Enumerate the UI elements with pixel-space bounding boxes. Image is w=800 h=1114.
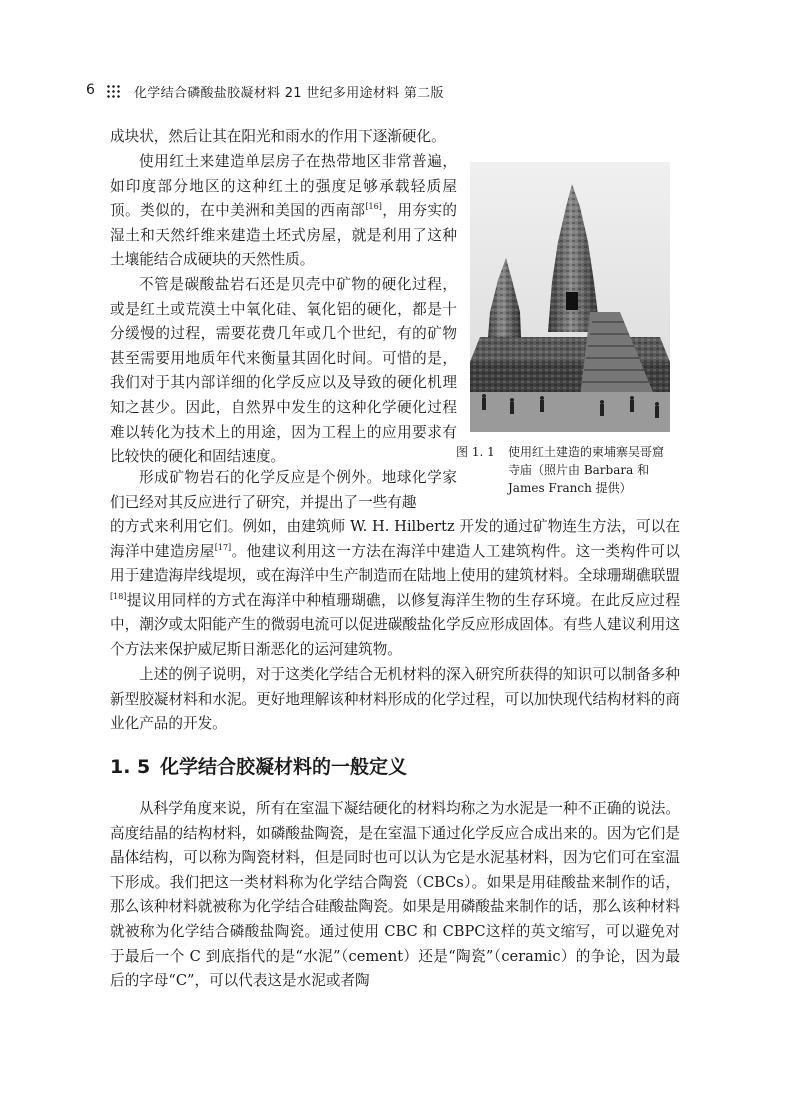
paragraph-1-text: 成块状，然后让其在阳光和雨水的作用下逐渐硬化。 bbox=[110, 128, 446, 145]
paragraph-4-text-b: 的方式来利用它们。例如，由建筑师 W. H. Hilbertz 开发的通过矿物连生方法，可以在海洋中建造房屋 bbox=[110, 518, 680, 560]
paragraph-6-text: 从科学角度来说，所有在室温下凝结硬化的材料均称之为水泥是一种不正确的说法。高度结晶的结构材料，如磷酸盐陶瓷，是在室温下通过化学反应合成出来的。因为它们是晶体结构，可以称为陶瓷材料，但是同时也可以认为它是水泥基材料，因为它们可在室温下形成。我们把这一类材料称为化学结合陶瓷（CBCs）。如果是用硅酸盐来制作的话，那么该种材料就被称为化学结合硅酸盐陶瓷。如果是用磷酸盐来制作的话，那么该种材料就被称为化学结合磷酸盐陶瓷。通过使用 CBC 和 CBPC这样的英文缩写，可以避免对于最后一个 C 到底指代的是“水泥”（cement）还是“陶瓷”（ceramic）的争论，因为最后的字母“C”，可以代表这是水泥或者陶 bbox=[110, 800, 680, 990]
paragraph-2 bbox=[110, 150, 457, 273]
citation-16: [16] bbox=[365, 202, 382, 212]
paragraph-1 bbox=[110, 125, 457, 150]
paragraph-4-text-a: 形成矿物岩石的化学反应是个例外。地球化学家们已经对其反应进行了研究，并提出了一些有趣 bbox=[110, 469, 457, 511]
citation-18: [18] bbox=[110, 591, 127, 601]
paragraph-3-text: 不管是碳酸盐岩石还是贝壳中矿物的硬化过程，或是红土或荒漠土中氧化硅、氧化铝的硬化，都是十分缓慢的过程，需要花费几年或几个世纪，有的矿物甚至需要用地质年代来衡量其固化时间。可惜的是，我们对于其内部详细的化学反应以及导致的硬化机理知之甚少。因此，自然界中发生的这种化学硬化过程难以转化为技术上的用途，因为工程上的应用要求有比较快的硬化和固结速度。 bbox=[110, 276, 457, 466]
paragraph-4-text-c: 。他建议利用这一方法在海洋中建造人工建筑构件。这一类构件可以用于建造海岸线堤坝，或在海洋中生产制造而在陆地上使用的建筑材料。全球珊瑚礁联盟 bbox=[110, 542, 680, 585]
page-number: 6 bbox=[86, 82, 95, 98]
paragraph-4-wrapped bbox=[110, 466, 457, 515]
section-title: 化学结合胶凝材料的一般定义 bbox=[160, 756, 408, 778]
paragraph-5-text: 上述的例子说明，对于这类化学结合无机材料的深入研究所获得的知识可以制备多种新型胶凝材料和水泥。更好地理解该种材料形成的化学过程，可以加快现代结构材料的商业化产品的开发。 bbox=[110, 666, 680, 733]
section-number: 1. 5 bbox=[110, 756, 151, 778]
figure-caption-text: 使用红土建造的柬埔寨吴哥窟寺庙（照片由 Barbara 和 James Franch 提供） bbox=[508, 445, 665, 495]
section-heading bbox=[110, 752, 680, 779]
citation-17: [17] bbox=[214, 542, 232, 552]
paragraph-6 bbox=[110, 797, 680, 994]
paragraph-5 bbox=[110, 663, 680, 737]
header-dots-ornament bbox=[106, 84, 121, 99]
paragraph-4 bbox=[110, 515, 680, 663]
figure-number: 图 1. 1 bbox=[456, 445, 495, 459]
paragraph-2-text-a: 使用红土来建造单层房子在热带地区非常普遍，如印度部分地区的这种红土的强度足够承载轻质屋顶。类似的，在中美洲和美国的西南部 bbox=[110, 153, 457, 220]
paragraph-3 bbox=[110, 273, 457, 470]
angkor-wat-photo bbox=[470, 162, 670, 432]
book-title: 化学结合磷酸盐胶凝材料 21 世纪多用途材料 第二版 bbox=[134, 86, 444, 101]
figure-angkor-wat bbox=[470, 162, 670, 432]
running-header bbox=[86, 82, 690, 102]
paragraph-4-text-d: 提议用同样的方式在海洋中种植珊瑚礁，以修复海洋生物的生存环境。在此反应过程中，潮汐或太阳能产生的微弱电流可以促进碳酸盐化学反应形成固体。有些人建议利用这个方法来保护威尼斯日渐恶化的运河建筑物。 bbox=[110, 591, 680, 658]
paragraph-2-text-b: ，用夯实的湿土和天然纤维来建造土坯式房屋，就是利用了这种土壤能结合成硬块的天然性质。 bbox=[110, 202, 457, 269]
